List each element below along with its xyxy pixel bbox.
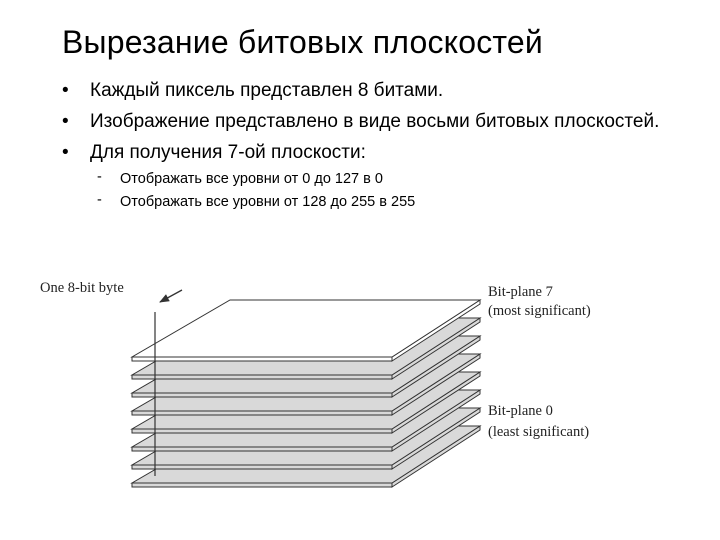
bit-plane-edge — [132, 411, 392, 415]
bit-plane-edge — [132, 465, 392, 469]
bullet-item — [62, 109, 682, 134]
bit-plane-edge — [132, 375, 392, 379]
byte-arrow — [160, 290, 182, 302]
bit-plane-edge — [132, 357, 392, 361]
sub-bullet-item — [90, 169, 682, 189]
bullet-text: Каждый пиксель представлен 8 битами. — [90, 80, 444, 101]
slide-title: Вырезание битовых плоскостей — [62, 24, 544, 60]
dash-icon: - — [97, 169, 102, 185]
bullet-dot-icon: • — [62, 111, 69, 132]
sub-bullet-item — [90, 192, 682, 212]
sub-bullet-text: Отображать все уровни от 128 до 255 в 255 — [120, 194, 416, 210]
top-plane-label: Bit-plane 7 — [488, 284, 553, 300]
bottom-plane-label: Bit-plane 0 — [488, 403, 553, 419]
bottom-plane-note: (least significant) — [488, 424, 590, 440]
bit-plane-edge — [132, 393, 392, 397]
bullet-item — [62, 78, 682, 103]
bullet-text: Изображение представлено в виде восьми битовых плоскостей. — [90, 111, 660, 132]
bullet-dot-icon: • — [62, 142, 69, 163]
bullet-text: Для получения 7-ой плоскости: — [90, 142, 366, 163]
bit-plane-edge — [132, 483, 392, 487]
bit-plane-edge — [132, 447, 392, 451]
sub-bullet-text: Отображать все уровни от 0 до 127 в 0 — [120, 171, 383, 187]
bullet-list — [62, 78, 682, 218]
sub-bullet-list — [90, 169, 682, 212]
bit-planes-diagram — [0, 270, 720, 540]
bullet-item — [62, 140, 682, 212]
bullet-dot-icon: • — [62, 80, 69, 101]
top-plane-note: (most significant) — [488, 303, 591, 319]
bit-plane-edge — [132, 429, 392, 433]
dash-icon: - — [97, 192, 102, 208]
bit-plane-stack — [132, 300, 480, 487]
byte-label: One 8-bit byte — [40, 280, 124, 296]
